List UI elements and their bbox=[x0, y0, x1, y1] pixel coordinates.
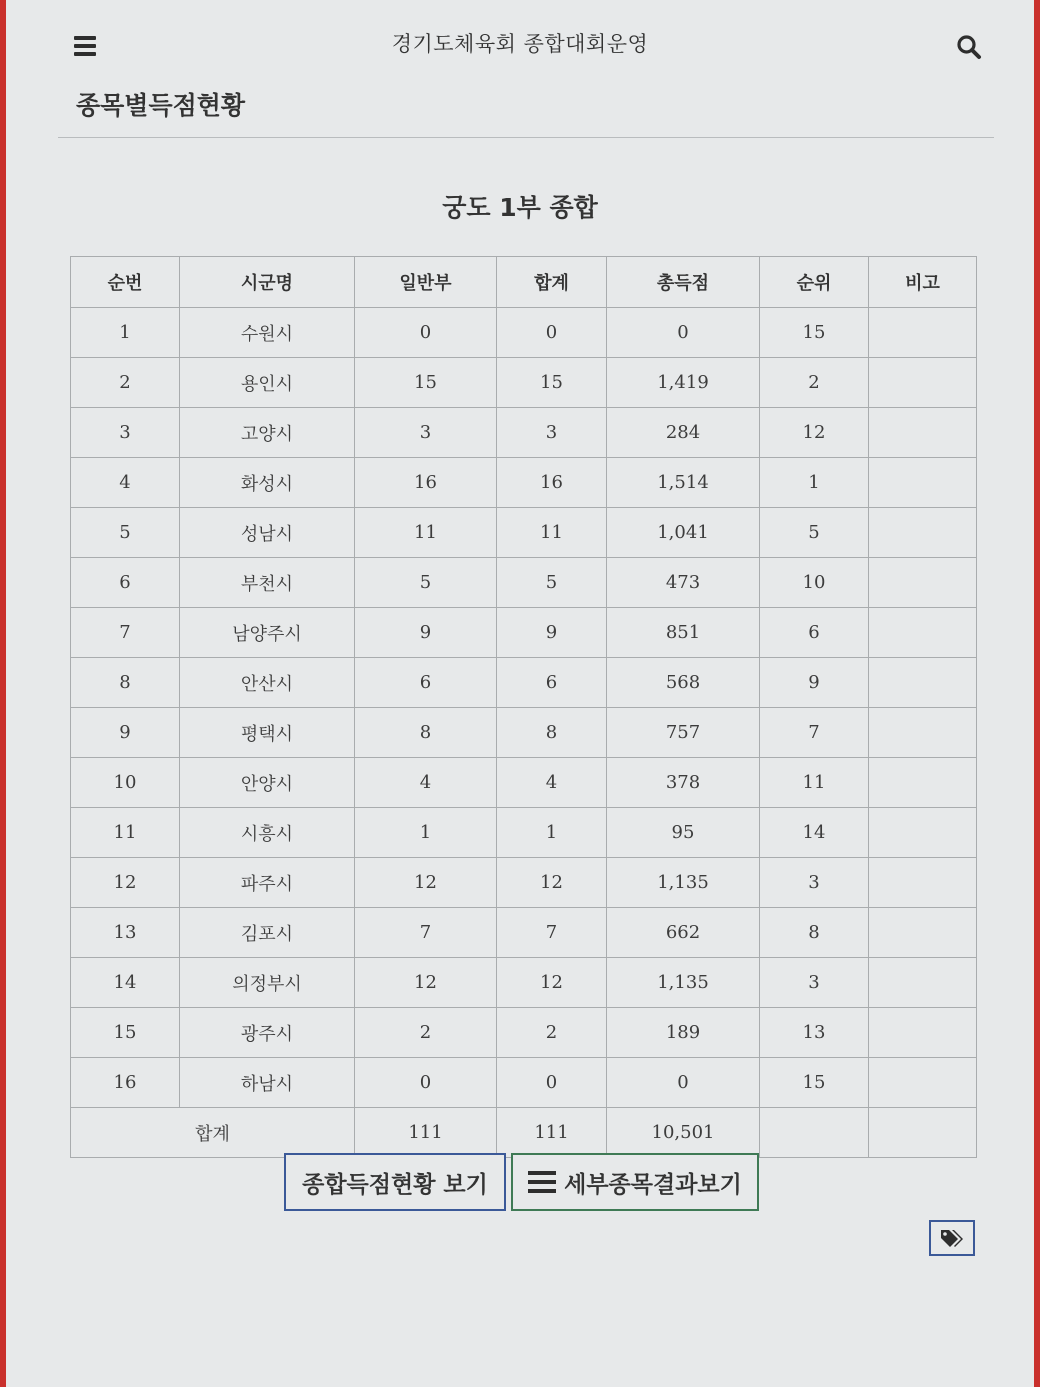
note bbox=[869, 358, 977, 408]
subtotal: 6 bbox=[497, 658, 607, 708]
rank: 13 bbox=[760, 1008, 869, 1058]
table-row bbox=[71, 808, 977, 858]
general-score: 6 bbox=[355, 658, 497, 708]
row-number: 2 bbox=[71, 358, 180, 408]
summary-score-button-label: 종합득점현황 보기 bbox=[302, 1171, 488, 1198]
total-score: 473 bbox=[607, 558, 760, 608]
subtotal: 12 bbox=[497, 858, 607, 908]
note bbox=[869, 708, 977, 758]
subtotal: 12 bbox=[497, 958, 607, 1008]
note bbox=[869, 558, 977, 608]
city-name: 광주시 bbox=[180, 1008, 355, 1058]
total-score: 95 bbox=[607, 808, 760, 858]
table-row bbox=[71, 408, 977, 458]
row-number: 13 bbox=[71, 908, 180, 958]
subtotal: 4 bbox=[497, 758, 607, 808]
rank: 9 bbox=[760, 658, 869, 708]
tags-icon[interactable] bbox=[929, 1220, 975, 1256]
table-row bbox=[71, 858, 977, 908]
total-score: 189 bbox=[607, 1008, 760, 1058]
table-row bbox=[71, 958, 977, 1008]
row-number: 9 bbox=[71, 708, 180, 758]
general-score: 2 bbox=[355, 1008, 497, 1058]
note bbox=[869, 608, 977, 658]
page-title: 종목별득점현황 bbox=[76, 91, 246, 120]
total-score: 1,419 bbox=[607, 358, 760, 408]
detail-results-button-label: 세부종목결과보기 bbox=[564, 1171, 742, 1198]
rank: 3 bbox=[760, 958, 869, 1008]
summary-score-button[interactable] bbox=[284, 1153, 506, 1211]
note bbox=[869, 1008, 977, 1058]
note bbox=[869, 508, 977, 558]
table-row bbox=[71, 1008, 977, 1058]
search-icon[interactable] bbox=[956, 34, 982, 60]
note bbox=[869, 958, 977, 1008]
table-row bbox=[71, 608, 977, 658]
note bbox=[869, 658, 977, 708]
column-header: 순번 bbox=[71, 257, 180, 308]
column-header: 총득점 bbox=[607, 257, 760, 308]
total-score: 284 bbox=[607, 408, 760, 458]
column-header: 순위 bbox=[760, 257, 869, 308]
table-row bbox=[71, 1058, 977, 1108]
general-score: 0 bbox=[355, 308, 497, 358]
total-score: 757 bbox=[607, 708, 760, 758]
row-number: 3 bbox=[71, 408, 180, 458]
subtotal: 0 bbox=[497, 1058, 607, 1108]
rank: 2 bbox=[760, 358, 869, 408]
note bbox=[869, 808, 977, 858]
general-score: 5 bbox=[355, 558, 497, 608]
score-table bbox=[70, 256, 977, 1158]
rank: 6 bbox=[760, 608, 869, 658]
section-title: 궁도 1부 종합 bbox=[442, 193, 598, 222]
city-name: 용인시 bbox=[180, 358, 355, 408]
table-header-row bbox=[71, 257, 977, 308]
rank: 1 bbox=[760, 458, 869, 508]
city-name: 의정부시 bbox=[180, 958, 355, 1008]
subtotal: 16 bbox=[497, 458, 607, 508]
row-number: 4 bbox=[71, 458, 180, 508]
rank: 15 bbox=[760, 1058, 869, 1108]
rank: 8 bbox=[760, 908, 869, 958]
subtotal: 3 bbox=[497, 408, 607, 458]
total-note bbox=[869, 1108, 977, 1158]
total-score: 1,514 bbox=[607, 458, 760, 508]
top-bar bbox=[6, 0, 1034, 90]
table-row bbox=[71, 758, 977, 808]
divider bbox=[58, 137, 994, 138]
general-score: 8 bbox=[355, 708, 497, 758]
row-number: 8 bbox=[71, 658, 180, 708]
subtotal: 1 bbox=[497, 808, 607, 858]
row-number: 10 bbox=[71, 758, 180, 808]
general-score: 16 bbox=[355, 458, 497, 508]
city-name: 시흥시 bbox=[180, 808, 355, 858]
total-subtotal: 111 bbox=[497, 1108, 607, 1158]
subtotal: 0 bbox=[497, 308, 607, 358]
column-header: 일반부 bbox=[355, 257, 497, 308]
row-number: 14 bbox=[71, 958, 180, 1008]
row-number: 16 bbox=[71, 1058, 180, 1108]
note bbox=[869, 758, 977, 808]
city-name: 부천시 bbox=[180, 558, 355, 608]
row-number: 7 bbox=[71, 608, 180, 658]
total-score: 0 bbox=[607, 308, 760, 358]
subtotal: 8 bbox=[497, 708, 607, 758]
row-number: 12 bbox=[71, 858, 180, 908]
total-score: 0 bbox=[607, 1058, 760, 1108]
note bbox=[869, 458, 977, 508]
general-score: 0 bbox=[355, 1058, 497, 1108]
row-number: 1 bbox=[71, 308, 180, 358]
note bbox=[869, 1058, 977, 1108]
column-header: 합계 bbox=[497, 257, 607, 308]
detail-results-button[interactable] bbox=[511, 1153, 759, 1211]
rank: 7 bbox=[760, 708, 869, 758]
total-rank bbox=[760, 1108, 869, 1158]
row-number: 11 bbox=[71, 808, 180, 858]
total-score: 378 bbox=[607, 758, 760, 808]
total-score: 10,501 bbox=[607, 1108, 760, 1158]
rank: 5 bbox=[760, 508, 869, 558]
city-name: 안양시 bbox=[180, 758, 355, 808]
city-name: 남양주시 bbox=[180, 608, 355, 658]
table-row bbox=[71, 658, 977, 708]
subtotal: 5 bbox=[497, 558, 607, 608]
general-score: 15 bbox=[355, 358, 497, 408]
city-name: 김포시 bbox=[180, 908, 355, 958]
general-score: 4 bbox=[355, 758, 497, 808]
general-score: 1 bbox=[355, 808, 497, 858]
note bbox=[869, 408, 977, 458]
rank: 15 bbox=[760, 308, 869, 358]
table-row bbox=[71, 508, 977, 558]
city-name: 수원시 bbox=[180, 308, 355, 358]
total-row bbox=[71, 1108, 977, 1158]
total-label: 합계 bbox=[71, 1108, 355, 1158]
subtotal: 15 bbox=[497, 358, 607, 408]
subtotal: 11 bbox=[497, 508, 607, 558]
general-score: 9 bbox=[355, 608, 497, 658]
city-name: 하남시 bbox=[180, 1058, 355, 1108]
city-name: 안산시 bbox=[180, 658, 355, 708]
total-score: 851 bbox=[607, 608, 760, 658]
subtotal: 9 bbox=[497, 608, 607, 658]
total-score: 568 bbox=[607, 658, 760, 708]
rank: 11 bbox=[760, 758, 869, 808]
total-score: 1,135 bbox=[607, 958, 760, 1008]
subtotal: 2 bbox=[497, 1008, 607, 1058]
table-row bbox=[71, 558, 977, 608]
general-score: 3 bbox=[355, 408, 497, 458]
general-score: 11 bbox=[355, 508, 497, 558]
note bbox=[869, 858, 977, 908]
row-number: 5 bbox=[71, 508, 180, 558]
total-general: 111 bbox=[355, 1108, 497, 1158]
city-name: 화성시 bbox=[180, 458, 355, 508]
rank: 14 bbox=[760, 808, 869, 858]
rank: 10 bbox=[760, 558, 869, 608]
general-score: 7 bbox=[355, 908, 497, 958]
table-row bbox=[71, 458, 977, 508]
table-row bbox=[71, 358, 977, 408]
city-name: 평택시 bbox=[180, 708, 355, 758]
general-score: 12 bbox=[355, 858, 497, 908]
general-score: 12 bbox=[355, 958, 497, 1008]
note bbox=[869, 308, 977, 358]
rank: 12 bbox=[760, 408, 869, 458]
row-number: 15 bbox=[71, 1008, 180, 1058]
table-row bbox=[71, 308, 977, 358]
city-name: 고양시 bbox=[180, 408, 355, 458]
list-icon bbox=[528, 1171, 556, 1193]
subtotal: 7 bbox=[497, 908, 607, 958]
table-row bbox=[71, 908, 977, 958]
column-header: 비고 bbox=[869, 257, 977, 308]
city-name: 파주시 bbox=[180, 858, 355, 908]
rank: 3 bbox=[760, 858, 869, 908]
table-row bbox=[71, 708, 977, 758]
row-number: 6 bbox=[71, 558, 180, 608]
column-header: 시군명 bbox=[180, 257, 355, 308]
page bbox=[6, 0, 1034, 1387]
note bbox=[869, 908, 977, 958]
total-score: 1,135 bbox=[607, 858, 760, 908]
total-score: 662 bbox=[607, 908, 760, 958]
app-title: 경기도체육회 종합대회운영 bbox=[391, 32, 649, 56]
total-score: 1,041 bbox=[607, 508, 760, 558]
city-name: 성남시 bbox=[180, 508, 355, 558]
